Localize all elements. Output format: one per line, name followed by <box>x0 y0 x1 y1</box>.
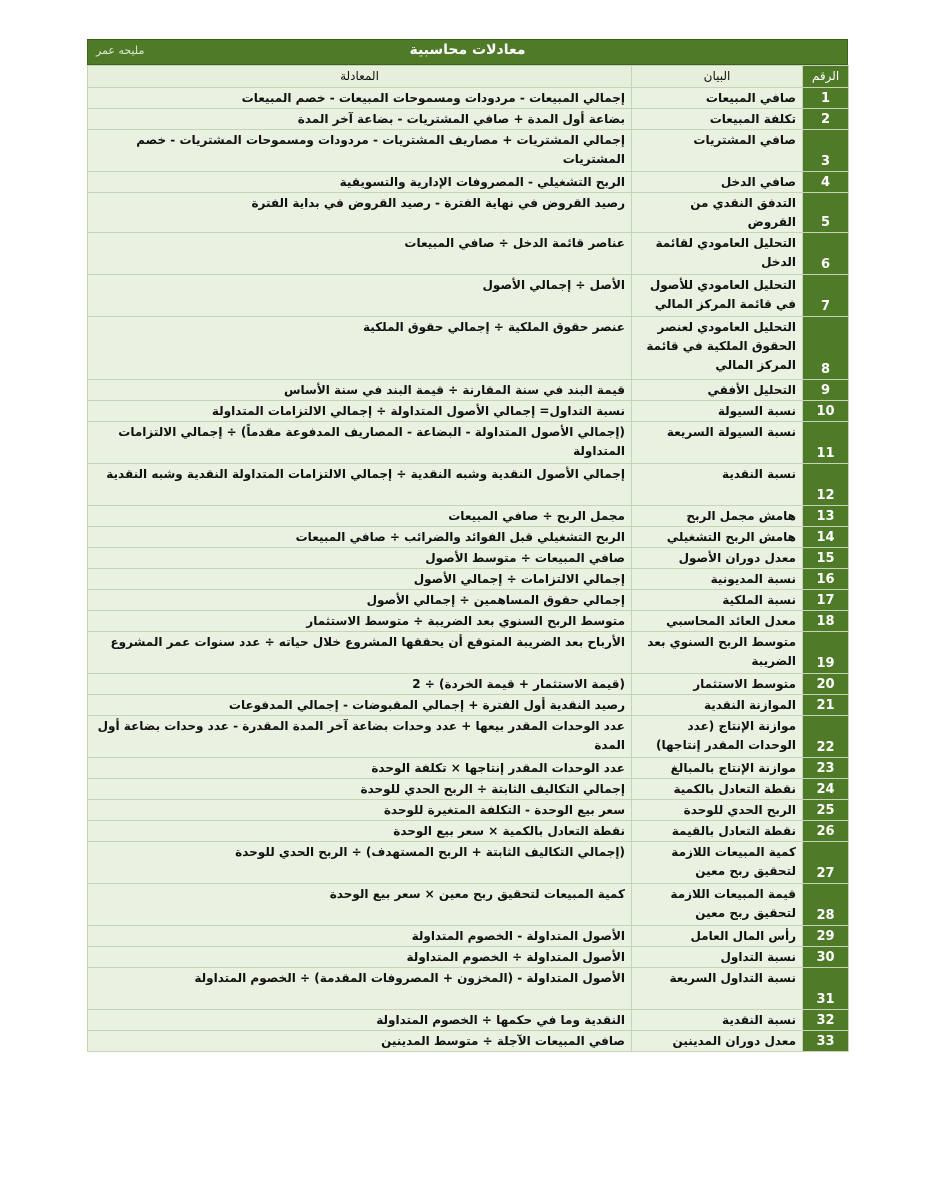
row-equation: مجمل الربح ÷ صافي المبيعات <box>88 506 632 527</box>
row-equation: (إجمالي الأصول المتداولة - البضاعة - المصاريف المدفوعة مقدماً) ÷ إجمالي الالتزامات المتداولة <box>88 422 632 464</box>
row-number: 14 <box>803 527 849 548</box>
row-statement: معدل دوران المدينين <box>632 1031 803 1052</box>
formula-sheet <box>87 39 848 1052</box>
row-statement: تكلفة المبيعات <box>632 109 803 130</box>
row-statement: متوسط الاستثمار <box>632 674 803 695</box>
author-name: مليحه عمر <box>96 44 145 57</box>
row-statement: نسبة النقدية <box>632 464 803 506</box>
row-statement: نسبة التداول السريعة <box>632 968 803 1010</box>
row-statement: التحليل العامودي للأصول في قائمة المركز المالي <box>632 275 803 317</box>
row-number: 17 <box>803 590 849 611</box>
header-statement: البيان <box>632 66 803 88</box>
table-row <box>88 275 849 317</box>
row-statement: موازنة الإنتاج (عدد الوحدات المقدر إنتاجها) <box>632 716 803 758</box>
table-row <box>88 611 849 632</box>
table-header-row <box>88 66 849 88</box>
row-statement: هامش الربح التشغيلي <box>632 527 803 548</box>
table-row <box>88 1010 849 1031</box>
row-statement: نسبة التداول <box>632 947 803 968</box>
row-number: 30 <box>803 947 849 968</box>
row-equation: إجمالي المبيعات - مردودات ومسموحات المبيعات - خصم المبيعات <box>88 88 632 109</box>
row-number: 25 <box>803 800 849 821</box>
table-row <box>88 193 849 233</box>
row-statement: نسبة الملكية <box>632 590 803 611</box>
table-row <box>88 130 849 172</box>
row-statement: هامش مجمل الربح <box>632 506 803 527</box>
row-number: 11 <box>803 422 849 464</box>
row-equation: نقطة التعادل بالكمية × سعر بيع الوحدة <box>88 821 632 842</box>
table-row <box>88 88 849 109</box>
row-statement: موازنة الإنتاج بالمبالغ <box>632 758 803 779</box>
row-statement: رأس المال العامل <box>632 926 803 947</box>
row-number: 24 <box>803 779 849 800</box>
table-row <box>88 401 849 422</box>
row-number: 7 <box>803 275 849 317</box>
row-equation: رصيد القروض في نهاية الفترة - رصيد القروض في بداية الفترة <box>88 193 632 233</box>
row-statement: صافي الدخل <box>632 172 803 193</box>
table-row <box>88 842 849 884</box>
row-equation: إجمالي حقوق المساهمين ÷ إجمالي الأصول <box>88 590 632 611</box>
table-row <box>88 968 849 1010</box>
row-equation: عنصر حقوق الملكية ÷ إجمالي حقوق الملكية <box>88 317 632 380</box>
title-bar <box>87 39 848 65</box>
row-statement: صافي المشتريات <box>632 130 803 172</box>
row-equation: صافي المبيعات الآجلة ÷ متوسط المدينين <box>88 1031 632 1052</box>
row-equation: عناصر قائمة الدخل ÷ صافي المبيعات <box>88 233 632 275</box>
table-row <box>88 422 849 464</box>
table-row <box>88 506 849 527</box>
row-statement: التدفق النقدي من القروض <box>632 193 803 233</box>
row-equation: إجمالي الأصول النقدية وشبه النقدية ÷ إجمالي الالتزامات المتداولة النقدية وشبه النقدية <box>88 464 632 506</box>
formula-table <box>87 65 849 1052</box>
row-statement: الموازنة النقدية <box>632 695 803 716</box>
row-number: 15 <box>803 548 849 569</box>
row-equation: الأصول المتداولة - الخصوم المتداولة <box>88 926 632 947</box>
row-number: 29 <box>803 926 849 947</box>
table-row <box>88 695 849 716</box>
row-number: 6 <box>803 233 849 275</box>
row-equation: إجمالي التكاليف الثابتة ÷ الربح الحدي للوحدة <box>88 779 632 800</box>
row-equation: الأرباح بعد الضريبة المتوقع أن يحققها المشروع خلال حياته ÷ عدد سنوات عمر المشروع <box>88 632 632 674</box>
row-equation: رصيد النقدية أول الفترة + إجمالي المقبوضات - إجمالي المدفوعات <box>88 695 632 716</box>
row-number: 22 <box>803 716 849 758</box>
row-statement: نقطة التعادل بالكمية <box>632 779 803 800</box>
row-number: 20 <box>803 674 849 695</box>
row-number: 3 <box>803 130 849 172</box>
row-statement: متوسط الربح السنوي بعد الضريبة <box>632 632 803 674</box>
row-number: 8 <box>803 317 849 380</box>
row-number: 32 <box>803 1010 849 1031</box>
table-row <box>88 317 849 380</box>
row-number: 23 <box>803 758 849 779</box>
row-equation: عدد الوحدات المقدر بيعها + عدد وحدات بضاعة آخر المدة المقدرة - عدد وحدات بضاعة أول المدة <box>88 716 632 758</box>
table-row <box>88 779 849 800</box>
row-statement: معدل دوران الأصول <box>632 548 803 569</box>
row-equation: قيمة البند في سنة المقارنة ÷ قيمة البند في سنة الأساس <box>88 380 632 401</box>
row-number: 16 <box>803 569 849 590</box>
table-row <box>88 527 849 548</box>
page-title: معادلات محاسبية <box>409 42 526 58</box>
row-number: 28 <box>803 884 849 926</box>
row-number: 5 <box>803 193 849 233</box>
row-number: 18 <box>803 611 849 632</box>
row-number: 13 <box>803 506 849 527</box>
row-statement: نقطة التعادل بالقيمة <box>632 821 803 842</box>
table-row <box>88 716 849 758</box>
row-equation: الربح التشغيلي قبل الفوائد والضرائب ÷ صافي المبيعات <box>88 527 632 548</box>
row-equation: كمية المبيعات لتحقيق ربح معين × سعر بيع الوحدة <box>88 884 632 926</box>
row-statement: التحليل العامودي لعنصر الحقوق الملكية في قائمة المركز المالي <box>632 317 803 380</box>
row-number: 19 <box>803 632 849 674</box>
row-statement: التحليل العامودي لقائمة الدخل <box>632 233 803 275</box>
row-statement: نسبة المديونية <box>632 569 803 590</box>
table-row <box>88 758 849 779</box>
table-row <box>88 632 849 674</box>
row-statement: نسبة السيولة <box>632 401 803 422</box>
row-number: 31 <box>803 968 849 1010</box>
row-equation: نسبة التداول= إجمالي الأصول المتداولة ÷ إجمالي الالتزامات المتداولة <box>88 401 632 422</box>
row-equation: الأصل ÷ إجمالي الأصول <box>88 275 632 317</box>
row-number: 1 <box>803 88 849 109</box>
row-equation: إجمالي الالتزامات ÷ إجمالي الأصول <box>88 569 632 590</box>
table-row <box>88 947 849 968</box>
row-number: 21 <box>803 695 849 716</box>
table-row <box>88 109 849 130</box>
row-number: 27 <box>803 842 849 884</box>
table-row <box>88 821 849 842</box>
table-row <box>88 1031 849 1052</box>
row-number: 33 <box>803 1031 849 1052</box>
row-statement: التحليل الأفقي <box>632 380 803 401</box>
row-number: 4 <box>803 172 849 193</box>
table-row <box>88 380 849 401</box>
row-statement: كمية المبيعات اللازمة لتحقيق ربح معين <box>632 842 803 884</box>
row-number: 10 <box>803 401 849 422</box>
row-statement: الربح الحدي للوحدة <box>632 800 803 821</box>
table-row <box>88 590 849 611</box>
row-number: 26 <box>803 821 849 842</box>
row-statement: صافي المبيعات <box>632 88 803 109</box>
row-equation: الربح التشغيلي - المصروفات الإدارية والتسويقية <box>88 172 632 193</box>
row-statement: معدل العائد المحاسبي <box>632 611 803 632</box>
row-equation: عدد الوحدات المقدر إنتاجها × تكلفة الوحدة <box>88 758 632 779</box>
table-row <box>88 674 849 695</box>
row-equation: بضاعة أول المدة + صافي المشتريات - بضاعة آخر المدة <box>88 109 632 130</box>
row-equation: سعر بيع الوحدة - التكلفة المتغيرة للوحدة <box>88 800 632 821</box>
row-number: 9 <box>803 380 849 401</box>
row-equation: إجمالي المشتريات + مصاريف المشتريات - مردودات ومسموحات المشتريات - خصم المشتريات <box>88 130 632 172</box>
row-number: 12 <box>803 464 849 506</box>
table-row <box>88 464 849 506</box>
table-row <box>88 800 849 821</box>
table-row <box>88 233 849 275</box>
header-equation: المعادلة <box>88 66 632 88</box>
row-number: 2 <box>803 109 849 130</box>
row-equation: صافي المبيعات ÷ متوسط الأصول <box>88 548 632 569</box>
row-statement: نسبة النقدية <box>632 1010 803 1031</box>
row-statement: قيمة المبيعات اللازمة لتحقيق ربح معين <box>632 884 803 926</box>
row-equation: (قيمة الاستثمار + قيمة الخردة) ÷ 2 <box>88 674 632 695</box>
table-row <box>88 548 849 569</box>
table-body <box>88 88 849 1052</box>
header-number: الرقم <box>803 66 849 88</box>
row-statement: نسبة السيولة السريعة <box>632 422 803 464</box>
table-row <box>88 926 849 947</box>
table-row <box>88 569 849 590</box>
row-equation: الأصول المتداولة ÷ الخصوم المتداولة <box>88 947 632 968</box>
row-equation: النقدية وما في حكمها ÷ الخصوم المتداولة <box>88 1010 632 1031</box>
row-equation: متوسط الربح السنوي بعد الضريبة ÷ متوسط الاستثمار <box>88 611 632 632</box>
row-equation: الأصول المتداولة - (المخزون + المصروفات المقدمة) ÷ الخصوم المتداولة <box>88 968 632 1010</box>
table-row <box>88 884 849 926</box>
table-row <box>88 172 849 193</box>
row-equation: (إجمالي التكاليف الثابتة + الربح المستهدف) ÷ الربح الحدي للوحدة <box>88 842 632 884</box>
